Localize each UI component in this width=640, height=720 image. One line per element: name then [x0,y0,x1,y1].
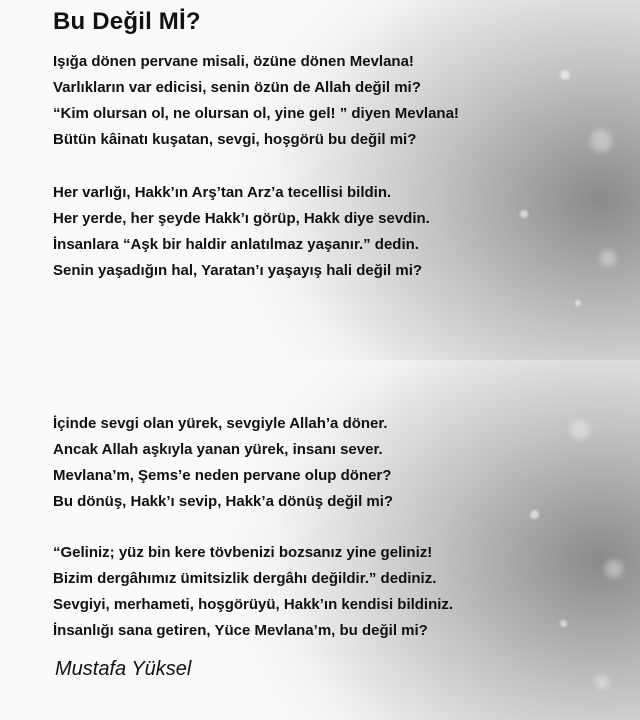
stanza-1 [53,49,459,153]
stanza-3 [53,411,393,515]
light-spot [600,250,616,266]
light-spot [560,70,570,80]
poem-line: Bizim dergâhımız ümitsizlik dergâhı değildir.” dediniz. [53,570,437,587]
poem-line: İnsanlara “Aşk bir haldir anlatılmaz yaşanır.” dedin. [53,236,419,253]
light-spot [575,300,581,306]
poem-line: “Kim olursan ol, ne olursan ol, yine gel! ” diyen Mevlana! [53,105,459,122]
light-spot [605,560,623,578]
poem-line: Işığa dönen pervane misali, özüne dönen Mevlana! [53,53,414,70]
poem-line: İnsanlığı sana getiren, Yüce Mevlana’m, bu değil mi? [53,622,428,639]
poem-line: Senin yaşadığın hal, Yaratan’ı yaşayış hali değil mi? [53,262,423,279]
poem-line: İçinde sevgi olan yürek, sevgiyle Allah’a döner. [53,415,388,432]
poem-author: Mustafa Yüksel [55,658,192,680]
poem-line: Sevgiyi, merhameti, hoşgörüyü, Hakk’ın kendisi bildiniz. [53,596,454,613]
stanza-4 [53,540,453,644]
stanza-2 [53,180,430,284]
light-spot [590,130,612,152]
poem-line: Varlıkların var edicisi, senin özün de Allah değil mi? [53,79,421,96]
poem-line: Bütün kâinatı kuşatan, sevgi, hoşgörü bu değil mi? [53,131,417,148]
poem-line: Bu dönüş, Hakk’ı sevip, Hakk’a dönüş değil mi? [53,493,394,510]
poem-title: Bu Değil Mİ? [53,8,201,35]
poem-line: “Geliniz; yüz bin kere tövbenizi bozsanız yine geliniz! [53,544,433,561]
poem-line: Mevlana’m, Şems’e neden pervane olup döner? [53,467,392,484]
bottom-card-background [0,360,640,720]
light-spot [560,620,567,627]
poem-line: Ancak Allah aşkıyla yanan yürek, insanı sever. [53,441,383,458]
light-spot [570,420,590,440]
poem-line: Her varlığı, Hakk’ın Arş’tan Arz’a tecellisi bildin. [53,184,392,201]
light-spot [595,675,609,689]
light-spot [530,510,539,519]
poem-line: Her yerde, her şeyde Hakk’ı görüp, Hakk diye sevdin. [53,210,430,227]
light-spot [520,210,528,218]
